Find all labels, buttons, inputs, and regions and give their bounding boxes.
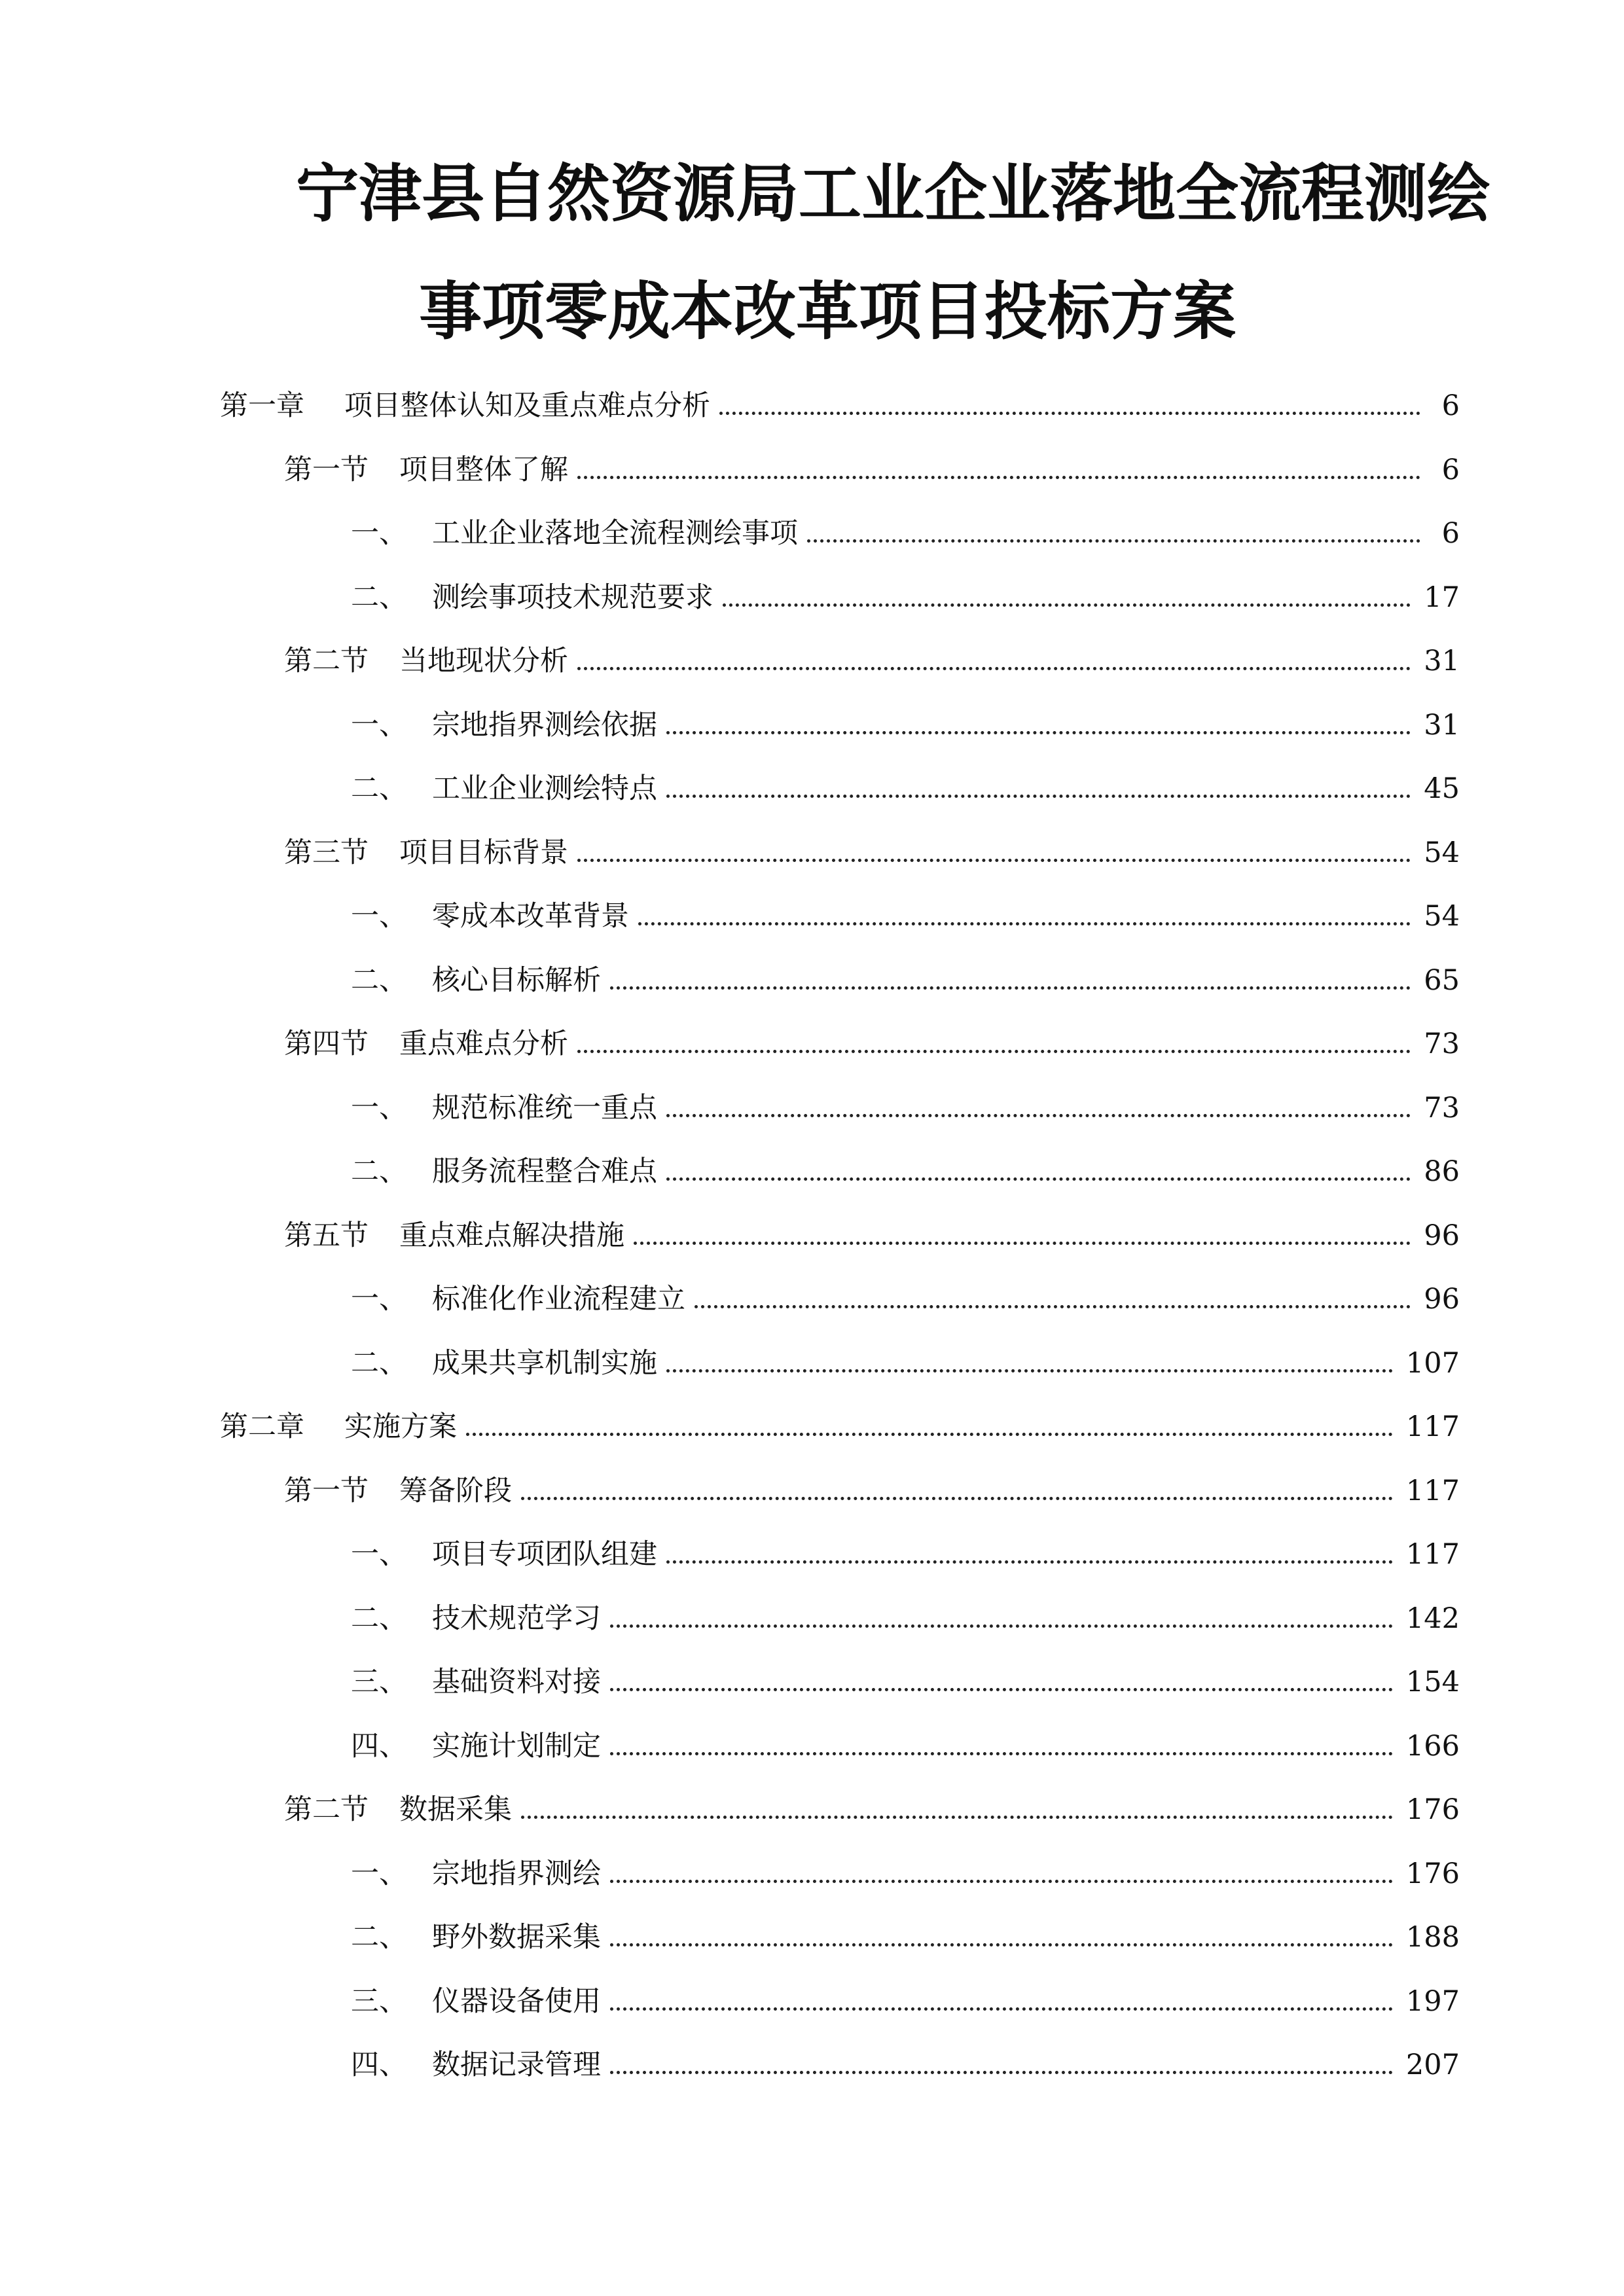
toc-entry[interactable] xyxy=(351,566,1460,612)
toc-entry-title: 测绘事项技术规范要求 xyxy=(432,581,713,614)
toc-entry-title: 筹备阶段 xyxy=(399,1474,512,1507)
toc-entry[interactable] xyxy=(351,757,1460,803)
toc-entry-page-number: 6 xyxy=(1441,517,1460,550)
toc-entry-number: 一、 xyxy=(351,900,407,933)
toc-entry-title: 工业企业测绘特点 xyxy=(432,772,657,805)
toc-dot-leader xyxy=(577,1050,1411,1053)
toc-dot-leader xyxy=(807,539,1420,543)
toc-dot-leader xyxy=(610,2071,1393,2074)
toc-entry-page-number: 176 xyxy=(1405,1793,1460,1826)
toc-entry-number: 一、 xyxy=(351,1091,407,1124)
toc-entry-page-number: 86 xyxy=(1424,1155,1460,1188)
toc-entry[interactable] xyxy=(220,1395,1460,1441)
toc-entry-page-number: 31 xyxy=(1424,708,1460,742)
toc-entry-number: 第四节 xyxy=(284,1028,369,1060)
toc-entry-title: 基础资料对接 xyxy=(432,1666,601,1698)
toc-entry[interactable] xyxy=(284,1460,1460,1505)
toc-entry-page-number: 6 xyxy=(1441,453,1460,486)
toc-entry[interactable] xyxy=(284,1204,1460,1250)
toc-entry-number: 第一章 xyxy=(220,389,304,422)
toc-entry-number: 三、 xyxy=(351,1984,407,2018)
toc-entry-title: 当地现状分析 xyxy=(399,645,568,677)
toc-entry-page-number: 142 xyxy=(1405,1602,1460,1635)
toc-entry-number: 第一节 xyxy=(284,453,369,486)
toc-dot-leader xyxy=(610,1880,1393,1883)
toc-entry-title: 重点难点分析 xyxy=(399,1028,568,1060)
toc-entry-title: 服务流程整合难点 xyxy=(432,1155,657,1188)
toc-entry-title: 技术规范学习 xyxy=(432,1602,601,1635)
toc-dot-leader xyxy=(577,667,1411,670)
toc-dot-leader xyxy=(634,1242,1411,1245)
toc-entry-number: 第五节 xyxy=(284,1219,369,1252)
toc-entry-page-number: 154 xyxy=(1405,1666,1460,1698)
toc-dot-leader xyxy=(610,1624,1393,1628)
toc-entry-page-number: 54 xyxy=(1424,836,1460,869)
toc-entry-number: 第二节 xyxy=(284,645,369,677)
toc-dot-leader xyxy=(610,1943,1393,1946)
toc-entry[interactable] xyxy=(351,502,1460,548)
toc-dot-leader xyxy=(666,1369,1393,1372)
toc-entry-title: 规范标准统一重点 xyxy=(432,1091,657,1124)
toc-entry-number: 一、 xyxy=(351,708,407,742)
toc-entry-number: 第二章 xyxy=(220,1410,304,1443)
toc-entry[interactable] xyxy=(284,1013,1460,1058)
toc-entry-title: 零成本改革背景 xyxy=(432,900,629,933)
toc-dot-leader xyxy=(610,986,1411,990)
toc-entry-page-number: 73 xyxy=(1424,1028,1460,1060)
toc-entry-page-number: 96 xyxy=(1424,1283,1460,1316)
toc-entry-page-number: 96 xyxy=(1424,1219,1460,1252)
toc-entry[interactable] xyxy=(351,1715,1460,1761)
toc-dot-leader xyxy=(719,412,1420,415)
toc-entry[interactable] xyxy=(351,1268,1460,1314)
toc-entry[interactable] xyxy=(351,1523,1460,1569)
toc-entry-number: 二、 xyxy=(351,1921,407,1954)
toc-dot-leader xyxy=(610,2007,1393,2011)
toc-entry-title: 实施计划制定 xyxy=(432,1729,601,1763)
toc-dot-leader xyxy=(466,1433,1393,1436)
toc-entry-title: 核心目标解析 xyxy=(432,963,601,997)
toc-entry[interactable] xyxy=(351,1587,1460,1633)
toc-entry-number: 三、 xyxy=(351,1666,407,1698)
toc-entry[interactable] xyxy=(220,374,1460,420)
toc-entry-page-number: 176 xyxy=(1405,1857,1460,1890)
toc-entry-number: 一、 xyxy=(351,517,407,550)
toc-entry-page-number: 54 xyxy=(1424,900,1460,933)
toc-entry-number: 二、 xyxy=(351,1346,407,1380)
toc-entry-title: 成果共享机制实施 xyxy=(432,1346,657,1380)
toc-entry-title: 项目专项团队组建 xyxy=(432,1538,657,1571)
toc-dot-leader xyxy=(610,1688,1393,1691)
toc-entry-number: 二、 xyxy=(351,581,407,614)
toc-entry[interactable] xyxy=(284,630,1460,675)
toc-entry-title: 重点难点解决措施 xyxy=(399,1219,624,1252)
toc-entry-number: 二、 xyxy=(351,1155,407,1188)
toc-entry[interactable] xyxy=(351,1651,1460,1696)
toc-entry-page-number: 207 xyxy=(1405,2049,1460,2081)
toc-entry-page-number: 117 xyxy=(1405,1538,1460,1571)
toc-entry-number: 二、 xyxy=(351,1602,407,1635)
toc-entry-title: 宗地指界测绘依据 xyxy=(432,708,657,742)
toc-entry-title: 数据采集 xyxy=(399,1793,512,1826)
toc-entry[interactable] xyxy=(284,439,1460,484)
toc-dot-leader xyxy=(666,795,1411,798)
toc-dot-leader xyxy=(577,859,1411,862)
toc-entry-number: 一、 xyxy=(351,1283,407,1316)
toc-entry[interactable] xyxy=(351,2034,1460,2079)
toc-entry-page-number: 107 xyxy=(1405,1346,1460,1380)
toc-entry[interactable] xyxy=(351,1970,1460,2016)
toc-entry[interactable] xyxy=(351,1906,1460,1952)
toc-entry[interactable] xyxy=(284,1778,1460,1824)
toc-entry-number: 第一节 xyxy=(284,1474,369,1507)
toc-dot-leader xyxy=(666,1560,1393,1564)
toc-dot-leader xyxy=(577,476,1420,479)
toc-entry-title: 宗地指界测绘 xyxy=(432,1857,601,1890)
toc-entry-title: 工业企业落地全流程测绘事项 xyxy=(432,517,798,550)
toc-entry-number: 第三节 xyxy=(284,836,369,869)
toc-entry[interactable] xyxy=(351,1842,1460,1888)
toc-entry-title: 标准化作业流程建立 xyxy=(432,1283,685,1316)
toc-entry-title: 数据记录管理 xyxy=(432,2049,601,2081)
toc-entry[interactable] xyxy=(351,1332,1460,1378)
toc-entry-page-number: 6 xyxy=(1441,389,1460,422)
toc-entry[interactable] xyxy=(351,694,1460,740)
toc-entry-number: 一、 xyxy=(351,1857,407,1890)
toc-entry[interactable] xyxy=(284,821,1460,867)
toc-entry-number: 第二节 xyxy=(284,1793,369,1826)
toc-entry-number: 二、 xyxy=(351,963,407,997)
toc-entry[interactable] xyxy=(351,949,1460,995)
toc-dot-leader xyxy=(666,1114,1411,1117)
document-title-line-1: 宁津县自然资源局工业企业落地全流程测绘 xyxy=(296,157,1490,230)
toc-entry[interactable] xyxy=(351,1140,1460,1186)
toc-entry[interactable] xyxy=(351,1077,1460,1122)
toc-entry-page-number: 17 xyxy=(1424,581,1460,614)
toc-entry-title: 项目目标背景 xyxy=(399,836,568,869)
toc-entry-number: 四、 xyxy=(351,2049,407,2081)
toc-dot-leader xyxy=(521,1816,1393,1819)
toc-entry-page-number: 166 xyxy=(1405,1729,1460,1763)
toc-dot-leader xyxy=(521,1497,1393,1500)
toc-entry-number: 一、 xyxy=(351,1538,407,1571)
toc-entry-title: 野外数据采集 xyxy=(432,1921,601,1954)
toc-entry-page-number: 197 xyxy=(1405,1984,1460,2018)
toc-entry-page-number: 31 xyxy=(1424,645,1460,677)
toc-entry-title: 实施方案 xyxy=(344,1410,457,1443)
toc-entry-title: 项目整体认知及重点难点分析 xyxy=(344,389,710,422)
toc-entry-title: 项目整体了解 xyxy=(399,453,568,486)
toc-entry-number: 二、 xyxy=(351,772,407,805)
toc-dot-leader xyxy=(666,731,1411,734)
toc-entry-page-number: 188 xyxy=(1405,1921,1460,1954)
toc-dot-leader xyxy=(723,603,1411,607)
toc-entry-page-number: 117 xyxy=(1405,1410,1460,1443)
toc-entry-page-number: 45 xyxy=(1424,772,1460,805)
toc-dot-leader xyxy=(638,922,1411,925)
toc-dot-leader xyxy=(610,1752,1393,1755)
toc-entry-number: 四、 xyxy=(351,1729,407,1763)
toc-entry-page-number: 117 xyxy=(1405,1474,1460,1507)
toc-dot-leader xyxy=(666,1177,1411,1181)
toc-entry-page-number: 73 xyxy=(1424,1091,1460,1124)
toc-dot-leader xyxy=(695,1305,1411,1308)
toc-entry-page-number: 65 xyxy=(1424,963,1460,997)
document-title-line-2: 事项零成本改革项目投标方案 xyxy=(419,275,1236,348)
toc-entry-title: 仪器设备使用 xyxy=(432,1984,601,2018)
toc-entry[interactable] xyxy=(351,885,1460,931)
